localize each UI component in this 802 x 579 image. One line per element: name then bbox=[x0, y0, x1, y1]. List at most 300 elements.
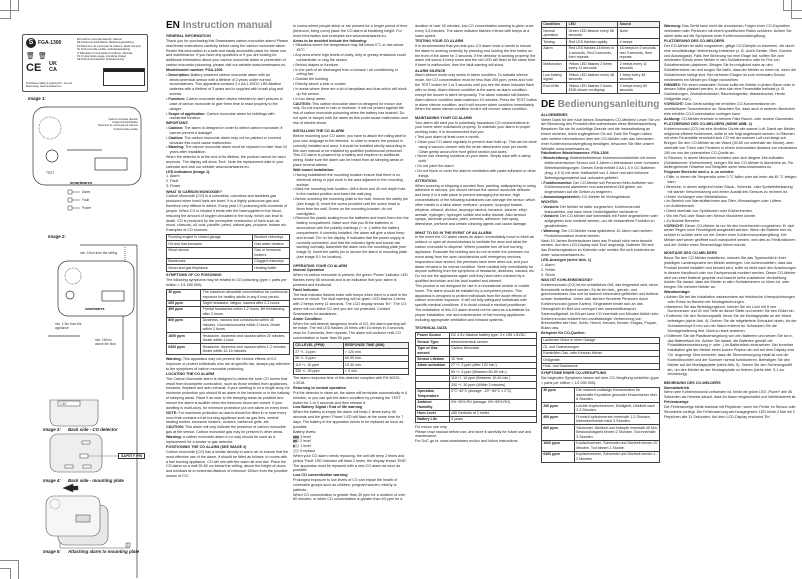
text: The fault indicator flashes twice with beeps when there is a fault in the sensor or circuit. The fault warning will be given: LED flashes 2 times with 2 beeps every 11 seconds. The LCD display shows 'Err'. The CO alarm will not detect CO and you are not protected. Contact Smartwares for assistance. bbox=[293, 292, 408, 316]
table-cell: Clogged chimneys bbox=[253, 258, 290, 264]
text: Please read manual before use, and store it carefully for future use and maintenance. bbox=[415, 429, 532, 439]
lead-label: VORSICHT: bbox=[664, 102, 684, 106]
paragraph bbox=[166, 184, 290, 189]
table-cell: > 120 min. bbox=[343, 349, 408, 355]
paragraph bbox=[664, 117, 798, 122]
section-heading: SYMPTOMS OF CO POISONING bbox=[166, 273, 222, 278]
table-cell: 27 +/- 3 ppm bbox=[294, 349, 344, 355]
table-row bbox=[542, 451, 660, 462]
text: Entfernen Sie die Plastikversiegelung von den Batterien und setzen Sie sie in das Batteriefach ein. Achten Sie darauf, die Batterien gemäß der Polaritätskennzeichnung (+ oder -) im Batteriefach einzusetzen. Bei korrekter Installation gibt der Melder einen kurzen Piepton ab und auf dem Display wird 'On' angezeigt. Dies bedeutet, dass die Stromversorgung intakt ist und die Kontrollleuchten und der Summer normal funktionieren. Befestigen Sie den Melder auf der Montageplatte (siehe Abb. 5). Setzen Sie den Sicherungsstift ein, um den Melder an der Montageplatte zu fixieren (siehe Abb. 5.1 zur Anordnung). bbox=[666, 333, 794, 377]
illustrations-column bbox=[0, 0, 165, 578]
paragraph bbox=[293, 410, 409, 429]
paragraph bbox=[541, 283, 660, 331]
bullet-item: • Funktionsweise: Der CO-Melder soll Personen beim Auftreten von Kohlenmonoxid alarmieren und ausreichend Zeit geben, um angemessen auf die Gefahr zu reagieren. bbox=[541, 180, 654, 195]
subheading: Fehleranzeige bbox=[664, 400, 689, 405]
bullet-item: • Behind drapes or furniture. bbox=[293, 62, 339, 67]
section-heading: LOCATING THE CO ALARM bbox=[166, 371, 215, 376]
section-title bbox=[541, 99, 660, 111]
text: ▮▯▯ 1 level bbox=[293, 444, 311, 449]
text: Your alarm will alert you to potentially hazardous CO concentrations in your home when maintained properly. To maintain your alarm in proper working order, it is recommended that you: bbox=[415, 120, 531, 135]
table-cell: Kopfschmerzen, Schwindel und Übelkeit binnen 20 Minuten. Tod binnen 1 Stunde. bbox=[575, 440, 660, 451]
table-cell: The maximum allowable concentration for continuous exposure for healthy adults in any 8 hour period. bbox=[202, 289, 288, 299]
lead-label: Caution: bbox=[168, 126, 184, 131]
device-text-line: Détecteur de monoxyde de carbone bbox=[98, 124, 138, 128]
paragraph bbox=[293, 391, 409, 406]
table-row bbox=[542, 72, 660, 83]
lead-label: Warning: bbox=[166, 356, 182, 361]
table-cell: Gas or kerosene heaters bbox=[253, 247, 290, 258]
text: duration of over 40 minutes, low CO concentration warning is given once every 3-5 minutes. The alarm indicator flashes 4 times with beeps at a lower speed. bbox=[415, 24, 534, 38]
table-cell: 1600 ppm bbox=[542, 440, 575, 451]
response-time-table bbox=[293, 342, 409, 375]
text: When your CO alarm needs replacing, the unit will beep 2 times and yellow 'Fault' LED indicator will flash 2 times, the display shows 'END'. The apparatus must be replaced with a new CO alarm as soon as possible. bbox=[293, 453, 408, 473]
lead-label: Caution: bbox=[168, 135, 184, 140]
section-heading: MONTAGE DES CO-MELDERS bbox=[664, 251, 717, 256]
section-heading: POSITIONING THE CO ALARM (SEE IMAGE 2) bbox=[166, 445, 247, 450]
label-language-line: PL Czujnik tlenku węgla. Instrukcja obsługi bbox=[77, 55, 126, 59]
text: Alarm silence mode only works in alarm condition. To activate silence mode, the CO concentration must be less than 200 ppm, press and hold the TEST button for 1 to 3 seconds until you see the alarm indicator flash with no beep. Alarm silence condition is the same as alarm condition except the buzzer is silent temporarily. The alarm indicator still flashes. Alarm silence condition lasts maximum 10 minutes. Press the TEST button in alarm silence condition, and it will recover alarm condition immediately. When the alarm silence condition ends it will recover alarm condition. bbox=[415, 73, 537, 112]
table-row bbox=[167, 289, 290, 300]
table-cell: 2 beeps every 60 seconds bbox=[618, 83, 660, 94]
section-heading: ALARM SILENCE bbox=[415, 68, 446, 73]
section-heading: TESTING YOUR CO ALARM bbox=[415, 39, 464, 44]
subheading: Wall mount installation: bbox=[293, 167, 335, 172]
text: In areas where there are a lot of lampblack and dust which will block up the sensor. bbox=[295, 86, 407, 96]
text: Having established the mounting location ensure that there is no electrical wiring or pipe work in the area adjacent to the mounting surface. bbox=[295, 172, 403, 187]
table-cell: Power Source bbox=[416, 332, 450, 338]
text: Im Außenbereich. bbox=[666, 204, 696, 209]
text: The following symptoms may be related to CO poisoning (ppm = parts per million = 1/1 000 000): bbox=[166, 277, 287, 287]
table-cell: Yellow LED flashes 2 times every 11 seconds bbox=[567, 61, 618, 72]
text: Fälle, in denen die Temperatur unter 0 °C fallen oder auf mehr als 45 °C steigen kann bbox=[666, 175, 797, 184]
text: 3. Strom bbox=[541, 272, 555, 277]
label-language-line: IT Rilevatore di monossido di carbonio. Manuale bbox=[77, 51, 133, 55]
label-language-line: FR Détecteur de monoxyde de carbone. Mode d'emploi bbox=[77, 44, 141, 48]
subheading: LED-Anzeigen (siehe Abb. 1) bbox=[541, 258, 592, 262]
table-cell: Yellow LED flashes 2 times, END shown on display bbox=[567, 83, 618, 94]
table-row bbox=[416, 388, 537, 399]
bullet-item: • Remove the plastic sealing from the batteries and insert them into the battery compartment. Make sure that you fit the batteries in accordance with the polarity markings (+ or -) within the battery compartment. If correctly installed, the alarm will give a short beep and shows 'On' on the display. It indicates that the power supply is normally connected, and that the indicator lights and buzzer are working normally. Assemble the alarm onto the mounting plate (see image 5). Insert the safety pin to secure the alarm to mounting plate (see image 5.1 for location). bbox=[293, 216, 409, 260]
lead-label: Vorsicht: bbox=[543, 204, 560, 209]
paragraph bbox=[166, 425, 290, 435]
subheading: Low Battery Signal / End of life warning bbox=[293, 405, 363, 410]
subheading: Fabrikation /Modellnummer: FGA-1306 bbox=[541, 151, 609, 156]
manual-title: Instruction manual bbox=[182, 20, 273, 31]
text: Das Gerät schlägt bei erhöhten CO-Konzentrationen im unmittelbaren Sensorbereich an. Beachten Sie, dass auch in anderen Bereichen eine erhöhte CO-Konzentration vorliegen kann. bbox=[664, 102, 796, 116]
lead-label: Function: bbox=[168, 96, 186, 101]
subheading: Returning to normal operation bbox=[293, 386, 347, 391]
image2-title: Image 2: bbox=[48, 234, 66, 239]
text: Put the detector in clean air, the alarm will terminate automatically in 6 minutes, or you can quit the alarm condition by pressing the TEST button for 1 to 3 seconds and then release it. bbox=[293, 390, 408, 405]
paragraph bbox=[415, 73, 537, 112]
en-column-2 bbox=[293, 24, 409, 502]
bullet-item: • Function: Carbon monoxide alarm device intended to alert persons in case of carbon monoxide to give them time to react properly to the danger. bbox=[166, 96, 283, 111]
table-row bbox=[167, 265, 290, 271]
table-cell: 30 ppm bbox=[167, 289, 201, 300]
bullet-item: • Never use cleaning solutions on your alarm. Simply wipe with a damp cloth. bbox=[415, 154, 531, 164]
table-cell: Headache, dizziness and nausea within 1-2 minutes. Death within 10-15 minutes. bbox=[201, 344, 290, 355]
section-heading: WHAT IS CARBON MONOXIDE? bbox=[166, 189, 222, 194]
bullet-item: • Mark the mounting hole location, drill a 6mm and 40 mm depth hole in the marked position and insert the wall plug. bbox=[293, 187, 406, 197]
table-cell: 1 beep every 48 seconds bbox=[618, 72, 660, 83]
paragraph bbox=[664, 44, 798, 83]
table-cell: 400 ppm bbox=[542, 414, 575, 425]
table-cell: Sound bbox=[618, 22, 660, 28]
text: Bereiche, in denen aufgrund hoher Staub-, Schmutz- oder Spritzfettbelastung mit starker Verschmutzung und einem Ausfall des Sensors zu rechnen ist. bbox=[666, 184, 793, 194]
table-cell: Öl- und Gasheizungen bbox=[542, 344, 660, 350]
subheading: IMPORTANT: bbox=[166, 121, 189, 126]
lead-label: Anwendungsbereich: bbox=[543, 195, 581, 200]
text: When the detector is at the end of its lifetime, the product cannot be used anymore. The display will show 'End'. Note the replacement date in your calendar and visit our website www.smartwares.eu. bbox=[166, 155, 286, 169]
text: Mark the mounting hole location, drill a 6mm and 40 mm depth hole in the marked position and insert the wall plug. bbox=[295, 187, 406, 197]
table-cell: 110 +/- 10 ppm (Between 10-40 min.) bbox=[449, 375, 536, 381]
subheading: ATTENTION: bbox=[415, 178, 438, 183]
lead-label: Warning: bbox=[168, 145, 185, 150]
text: When the unit detects dangerous levels of CO, the alarm warning will be made. The red LED flashes 15 times with 16 beeps in 4 seconds, rests for 3 seconds, then repeats. The alarm will continue until CO concentration is lower than 50 ppm. bbox=[293, 321, 406, 341]
table-cell: End of life bbox=[542, 83, 567, 94]
paragraph bbox=[293, 376, 409, 386]
table-cell: Gas water heaters bbox=[253, 241, 290, 247]
bullet-item: • Do not paint the alarm. bbox=[415, 164, 455, 169]
appliance-distance: min. 1.5m from the appliance bbox=[55, 322, 82, 330]
bullet-item: • Scope of application: Carbon monoxide alarm for buildings with residential function. bbox=[166, 111, 275, 121]
table-cell: DC 4.5V Alkaline battery type: 3 x LR6 1.5VDC bbox=[449, 332, 536, 338]
table-row bbox=[416, 416, 537, 422]
safety-pin-label: SAFETY PIN bbox=[118, 453, 145, 459]
lead-label: Description: bbox=[168, 72, 190, 77]
text: Directly above a sink or cooker. bbox=[295, 82, 347, 87]
smartwares-logo-icon: S bbox=[26, 38, 36, 48]
en-column-3 bbox=[415, 24, 537, 444]
device-text-line: Koolmonoxide-melder bbox=[113, 127, 138, 131]
paragraph bbox=[415, 430, 537, 440]
text: When no carbon monoxide is present, the green 'Power' indicator LED flashes every 56 seconds and is an indication that your alarm is powered and functional. bbox=[293, 273, 408, 287]
text: Thank you for purchasing this Smartwares carbon monoxide alarm! Please read these instructions carefully before using the carbon monoxide alarm. Retain this information in a safe and easily accessible place for future use and maintenance. If you have any questions or if you are looking for additional information about your carbon monoxide alarm or prevention of carbon monoxide poisoning, please visit our website www.smartwares.eu. bbox=[166, 38, 288, 68]
text: The carbon monoxide alarm may not be painted or covered because this could cause malfunction. bbox=[169, 135, 281, 145]
text: Behind drapes or furniture. bbox=[295, 62, 339, 67]
paragraph bbox=[166, 377, 290, 411]
text: Situations where the temperature may fall below 0°C or rise above 45°C bbox=[295, 43, 404, 53]
table-row bbox=[542, 45, 660, 61]
de-symptoms-table bbox=[541, 387, 660, 463]
table-cell: Wood stoves bbox=[167, 247, 253, 258]
section-heading: PLATZIERUNG DES CO-MELDERS (SIEHE ABB. 2) bbox=[664, 121, 752, 126]
image4-title: Image 4: bbox=[43, 478, 61, 483]
table-cell: Low battery signal bbox=[542, 72, 567, 83]
lead-label: Scope of application: bbox=[168, 111, 206, 116]
table-row bbox=[542, 403, 660, 414]
subheading: Model/model number: FGA-1306 bbox=[166, 67, 223, 72]
battery-label: 1.5V bbox=[60, 402, 67, 406]
text: Achten Sie bei der Installation insbesondere auf elektrische Unterputzleitungen oder Rohre im Bereich der Montagebohrungen. bbox=[666, 294, 795, 304]
text: Outside the building. bbox=[295, 77, 329, 82]
table-cell: RESPONSE TIME (MIN) bbox=[343, 343, 408, 349]
legend-fault: Fault bbox=[82, 198, 90, 202]
paragraph bbox=[664, 83, 798, 102]
bullet-item: • Vorsicht: Der CO-Melder darf keinesfalls mit Farbe angestrichen oder aufgegeben bzw. bedeckt werden, um die einwandfreie Funktion zu gewährleisten. bbox=[541, 214, 658, 229]
bullet-item: • In the path of air discharged from a furnace / air conditioning or ceiling fan. bbox=[293, 67, 399, 77]
paragraph bbox=[664, 127, 798, 156]
paragraph bbox=[166, 450, 290, 479]
text: Für einen maximalen Schutz sollte ein Melder in jedem Raum oder in dessen Nähe platziert werden, in dem sich eine Feuerstätte befindet (z. B. Gasheizungen, Zentralheizkessel, Raumheizgeräte, Wasserkocher, Herde, Grillgeräte usw.). bbox=[664, 82, 795, 102]
paragraph bbox=[664, 24, 798, 39]
subheading: Areas to be avoided include the following: bbox=[293, 38, 367, 43]
bullet-item: • Caution: The alarm is designed in order to detect carbon monoxide; it cannot prevent a leakage! bbox=[166, 126, 283, 135]
text: Clean your CO alarm regularly to prevent dust build up. This can be done using a vacuum cleaner with the brush attachment once per month. Clean gently around the front grilled section and sides. bbox=[417, 139, 537, 154]
text: 2. Fault bbox=[166, 179, 179, 184]
paragraph bbox=[415, 121, 537, 136]
text: Carbon Monoxide (CO) is a colourless, odourless and tasteless gas produced when fossil fuels are burnt. It is a highly poisonous gas and therefore very difficult to detect. Every year CO poisoning kills hundreds of people. When CO is inhaled it binds with the haemoglobin in the blood, reducing the amount of oxygen circulated in the body, which can lead to death. CO is produced by the incomplete combustion of fuels such as wood, charcoal, oil, coal, paraffin, petrol, natural gas, propane, butane etc. Examples of CO sources: bbox=[166, 194, 288, 233]
bullet-item: • Having established the mounting location ensure that there is no electrical wiring or pipe work in the area adjacent to the mounting surface. bbox=[293, 172, 403, 187]
language-code: EN bbox=[166, 20, 180, 31]
paragraph bbox=[166, 411, 290, 426]
table-cell: Green LED flashes every 56 seconds bbox=[567, 28, 618, 39]
table-cell: Red LED flashes 15 times in 4 seconds, Red 3 seconds, then repeats bbox=[567, 45, 618, 61]
table-row bbox=[542, 83, 660, 94]
table-row bbox=[416, 345, 537, 356]
table-cell: 10-40 min. bbox=[343, 362, 408, 368]
text: Wo viel Ruß oder Staub den Sensor blockieren könnte. bbox=[666, 213, 757, 218]
bullet-item: • Clean your CO alarm regularly to prevent dust build up. This can be done using a vacuum cleaner with the brush attachment once per month. Clean gently around the front grilled section and sides. bbox=[415, 139, 537, 154]
manual-title: Bedienungsanleitung bbox=[557, 98, 660, 110]
section-heading: PLATZIERUNG DES CO-MELDERS bbox=[664, 39, 725, 44]
table-cell: Battery Life bbox=[416, 416, 450, 422]
table-row bbox=[294, 368, 409, 374]
bullet-item: • Warnung: Der CO-Melder muss spätestens 10 Jahre nach seinem Produktionsdatum ersetzt werden. bbox=[541, 228, 653, 238]
table-cell: Kaminöfen Gas- oder Kerosin-Heizer bbox=[542, 350, 660, 356]
bullet-item: • Entfernen Sie den Sicherungsstift, bevor Sie die Montageplatte an der Wand befestigen (siehe Abb. 4). Drehen Sie die mitgelieferte Schraube hinein, bis der Schraubenkopf 6 mm von der Wand entfernt ist. Schrauben Sie die Montagehalterung fest. Nicht zu stark anziehen. bbox=[664, 314, 797, 333]
text: ▮▮▯ 2 level bbox=[293, 439, 311, 444]
text: Bevor Sie den CO-Melder installieren, müssen Sie das Typenschild in Ihrer jeweiligen Landessprache am Melder anbringen. Um sicherzustellen, dass das Produkt korrekt installiert und benutzt wird, sollte es strikt nach den Anweisungen in diesem Handbuch oder von Fachpersonal montiert werden. Dieser CO-Melder wird von einer Batterie gespeist und braucht keine zusätzliche Verdrahtung. Achten Sie darauf, dass der Melder in allen Schlafzimmern zu hören ist, oder bringen Sie mehrere Melder an. bbox=[664, 256, 797, 290]
table-row bbox=[167, 333, 290, 344]
paragraph bbox=[293, 293, 409, 317]
table-cell: Red LED flashes rapidly bbox=[567, 39, 618, 45]
bullet-item: • Warning: The carbon monoxide alarm must be replaced no later than 10 years after installation. bbox=[166, 145, 288, 155]
text: This product is not designed for use in a recreational vehicle or mobile home. The alarm should be installed by a competent person. This apparatus is designed to protect individuals from the acute effects of carbon monoxide exposure. It will not fully safeguard individuals with specific medical conditions. If in doubt consult a medical practitioner. bbox=[415, 283, 530, 308]
text: The alarm is designed in order to detect carbon monoxide; it cannot prevent a leakage! bbox=[169, 126, 283, 135]
text: Der CO-Melder soll Personen beim Auftreten von Kohlenmonoxid alarmieren und ausreichend Zeit geben, um angemessen auf die Gefahr zu reagieren. bbox=[544, 180, 654, 195]
table-cell: 6400 ppm bbox=[542, 451, 575, 462]
de-column-1 bbox=[541, 20, 660, 464]
text: In rooms where people sleep or are present for a longer period of time (bedroom, living room) place the CO alarm at breathing height. For more information and examples see www.smartwares.eu. bbox=[293, 24, 408, 38]
text: It is recommended that you test your CO alarm once a month to ensure the alarm is working correctly by pressing and holding the test button on the front of the alarm for 2 seconds. If the detector is working properly, the alarm will sound 4 beep tones and the red LED will flash at the same time. If there is malfunction, then the fault warning will show. bbox=[415, 43, 536, 68]
legend-alarm: Alarm bbox=[82, 190, 91, 194]
co-sources-table bbox=[166, 234, 290, 271]
led-legend bbox=[68, 190, 80, 210]
table-cell: 200 ppm bbox=[167, 300, 201, 306]
table-cell: 27 +/- 3 ppm (after 120 min.) bbox=[449, 363, 536, 369]
text: Die Fehleranzeige blinkt zweimal mit Pieptönen, wenn ein Fehler im Sensor oder Stromkreis vorliegt. Die Fehlerwarnung wird ausgegeben: LED blinkt 2 Mal mit 2 Pieptönen alle 11 Sekunden. Auf dem LCD-Display erscheint 'Err'. bbox=[664, 404, 796, 419]
text: When scouring or stripping a wooden floor, painting, wallpapering or using adhesive or aerosol, you should remove the carbon monoxide detector and keep it in a safe place to prevent damaging the sensor. High concentrations of the following substances can damage the sensor, which often results in a false alarm: methane, propane, isopropyl butane, ethylene, ethanol, alcohol, isopropyl alcohol, benzene, toluene, ethyl acetate, hydrogen, hydrogen sulfide and sulfur dioxide. Also aerosol sprays, alcoholic products, paint, solvents, adhesive, hair spray, aftershave, perfume and certain cleaning agents can cause damage. bbox=[415, 183, 536, 227]
paragraph bbox=[415, 24, 537, 39]
crop-mark bbox=[791, 0, 802, 19]
image1-title: Image 1: bbox=[28, 96, 46, 101]
bullet-item: • Description: Battery powered carbon monoxide alarm with an electrochemical sensor with a lifetime of 3 years under normal circumstances. This apparatus contains 3 x AA 1.5VDC LR6 Alkaline batteries with a lifetime of 3 years and is supplied with a wall plug and screws. bbox=[166, 72, 284, 97]
table-cell: Barbecues bbox=[167, 258, 253, 264]
table-row bbox=[167, 306, 290, 317]
table-cell: 330 +/- 30 ppm bbox=[294, 368, 344, 374]
text: CO-Melder für Wohngebäude. bbox=[581, 195, 632, 200]
subheading: Normal Operation bbox=[293, 268, 325, 273]
table-cell: Dizziness, nausea and convulsions within 45 minutes. Unconsciousness within 2 hours. Death within 3 hours. bbox=[201, 317, 290, 333]
table-cell: 55 +/- 5 ppm bbox=[294, 355, 344, 361]
label-language-line: DE Kohlenmonoxid-Melder. Bedienungsanleitung bbox=[77, 41, 134, 45]
table-cell: Testing bbox=[542, 39, 567, 45]
image5-title: Image 5: bbox=[43, 549, 61, 554]
de-column-2 bbox=[664, 24, 798, 420]
table-cell: 16 beeps in 4 seconds, rest 3 seconds, then repeats bbox=[618, 45, 660, 61]
model-number: FGA-1306 bbox=[38, 40, 62, 46]
table-cell: Slight headache, fatigue, nausea after 2-3 hours. bbox=[201, 300, 290, 306]
table-cell: 200 ppm bbox=[542, 403, 575, 414]
ceiling-distance: min. 15cm from the ceiling bbox=[80, 251, 118, 255]
text: Battery powered carbon monoxide alarm with an electrochemical sensor with a lifetime of 3 years under normal circumstances. This apparatus contains 3 x AA 1.5VDC LR6 Alkaline batteries with a lifetime of 3 years and is supplied with a wall plug and screws. bbox=[169, 72, 284, 97]
text: Markieren Sie das Befestigungsloch, bohren Sie ein Loch mit 6 mm Durchmesser und 40 mm Tiefe an dieser Stelle und setzen Sie den Dübel ein. bbox=[666, 304, 795, 314]
text: Hinter Vorhängen oder Möbelstücken. bbox=[666, 194, 729, 199]
table-cell: Malfunction bbox=[542, 61, 567, 72]
section-heading: TECHNICAL DATA bbox=[415, 326, 447, 331]
floor-distance: min. 150cm above the floor bbox=[95, 338, 117, 346]
condition-table bbox=[541, 21, 660, 94]
text: In the path of air discharged from a furnace / air conditioning or ceiling fan. bbox=[295, 67, 399, 77]
table-cell: 330 +/- 30 ppm (Within 3 minutes) bbox=[449, 382, 536, 388]
device-text-line: Kohlenmonoxid-Melder bbox=[112, 121, 138, 125]
paragraph bbox=[415, 284, 537, 308]
callout-number: 1 bbox=[127, 543, 129, 547]
text: For indoor use only. bbox=[415, 424, 448, 429]
lead-label: Warning: bbox=[166, 434, 182, 439]
text: Kohlenmonoxid (CO) ist ein schädliches Gift, das freigesetzt wird, wenn Brennstoffe verbrannt werden. Es ist ein farb-, geruch- und geschmackloses Gas und ist dadurch besonders gefährlich und äußerst schwer feststellbar. Jedes Jahr sterben Hunderte Personen durch Kohlenmonoxid (grüne Karten). Eingeatmet bindet sich an das Hämoglobin im Blut und verringert den sauerstofftransport. Sauerstoffgehalt. Im Körper kann CO innerhalb von Minuten tödlich sein. Kohlenmonoxid entsteht bei unvollständiger Verbrennung von Brennstoffen wie Holz, Kohle, Heizöl, Kerosin, Benzin, Erdgas, Propan, Butan usw. bbox=[541, 282, 660, 331]
bullet-item: • Do not block or cover the alarm's ventilation with paste adhesive or other things. bbox=[415, 168, 536, 178]
paragraph bbox=[541, 118, 660, 152]
text: Der Melder ist dafür vorgesehen, Kohlenmonoxid festzustellen, und kann keine Undichtigkeiten verhindern! bbox=[544, 204, 641, 214]
table-row bbox=[542, 28, 660, 39]
table-cell: Oil and Gas furnaces bbox=[167, 241, 253, 247]
lead-label: Achtung: bbox=[664, 116, 681, 121]
paragraph bbox=[664, 102, 798, 117]
paragraph bbox=[293, 134, 409, 168]
table-cell: Leichte Kopfschmerzen, Müdigkeit, Übelkeit nach 2-3 Stunden. bbox=[575, 403, 660, 414]
table-cell: 800 ppm bbox=[167, 317, 201, 333]
label-language-line: SE Kolmonoxid-detektor. Bruksanvisning bbox=[77, 58, 124, 62]
image5-caption: Attaching alarm to mounting plate bbox=[68, 549, 140, 554]
bullet-item: • Directly above a sink or cooker. bbox=[293, 82, 347, 87]
paragraph bbox=[293, 273, 409, 288]
text: 3. Power bbox=[166, 184, 181, 189]
subheading: WICHTIG: bbox=[541, 199, 559, 204]
section-heading: WHAT TO DO IN THE EVENT OF AN ALARM bbox=[415, 230, 492, 235]
table-cell: Heating boiler bbox=[253, 265, 290, 271]
bullet-item: • Vorsicht: Der Melder ist dafür vorgesehen, Kohlenmonoxid festzustellen, und kann keine Undichtigkeiten verhindern! bbox=[541, 204, 641, 214]
text: In too damp areas. bbox=[295, 96, 327, 101]
table-cell: Holz- und Gaskamine bbox=[542, 363, 660, 369]
section-heading: INSTALLING THE CO ALARM bbox=[293, 129, 345, 134]
table-cell: Die maximal zulässige Konzentration für dauerhafte Exposition gesunder Erwachsener über 8 Stunden. bbox=[575, 387, 660, 403]
text: Do not block or cover the alarm's ventilation with paste adhesive or other things. bbox=[417, 168, 536, 178]
table-cell: Schwindel, Übelkeit und Krämpfe innerhalb 45 Min. Bewusstlosigkeit binnen 2 Stunden. Tod innerhalb 3 Stunden. bbox=[576, 425, 658, 439]
text: Die folgenden Symptome lassen auf eine CO-Vergiftung schließen (ppm = parts per million = 1/1 000 000): bbox=[541, 376, 659, 386]
weee-bin-icon: 🗑 bbox=[26, 53, 35, 60]
bullet-item: • Achten Sie bei der Installation insbesondere auf elektrische Unterputzleitungen oder Rohre im Bereich der Montagebohrungen. bbox=[664, 294, 795, 304]
text: CO-Melder ersetzen in keinem Falle Rauch- oder andere Gasmelder. bbox=[681, 116, 794, 121]
text: Prolonged exposure to low levels of CO can impair the health of vulnerable groups such as children, pregnant women, elderly or patients. bbox=[293, 478, 398, 492]
table-cell: CO-LEVEL (PPM) bbox=[294, 343, 344, 349]
de-sources-table bbox=[541, 337, 660, 370]
table-cell: Alarm bbox=[542, 45, 567, 61]
subheading: Low CO concentration warning bbox=[293, 473, 348, 478]
text: This apparatus may not prevent the chronic effects of CO exposure or protect individuals who are at specific risk, always pay attention to the symptoms of carbon monoxide poisoning. bbox=[166, 356, 290, 371]
table-row bbox=[167, 317, 290, 333]
bullet-item: • Entfernen Sie die Plastikversiegelung von den Batterien und setzen Sie sie in das Batteriefach ein. Achten Sie darauf, die Batterien gemäß der Polaritätskennzeichnung (+ oder -) im Batteriefach einzusetzen. Bei korrekter Installation gibt der Melder einen kurzen Piepton ab und auf dem Display wird 'On' angezeigt. Dies bedeutet, dass die Stromversorgung intakt ist und die Kontrollleuchten und der Summer normal funktionieren. Befestigen Sie den Melder auf der Montageplatte (siehe Abb. 5). Setzen Sie den Sicherungsstift ein, um den Melder an der Montageplatte zu fixieren (siehe Abb. 5.1 zur Anordnung). bbox=[664, 333, 794, 377]
paragraph bbox=[166, 278, 290, 288]
text: Before mounting your CO alarm, you have to attach the rating label in your own language to the detector. In order to ensure the product is correctly installed and used, it should be installed strictly according to this user manual or be installed by qualified professional personnel. This CO alarm is powered by a battery and requires no additional wiring. Make sure the alarm can be heard from all sleeping areas or place several alarms. bbox=[293, 134, 407, 168]
paragraph bbox=[664, 405, 798, 420]
text: Dieser CO-Melder ist nur für den Innenbereich vorgesehen. Er darf weder Regen noch Feuchtigkeit ausgesetzt werden. Wenn die Batterie leer ist, schützt er schützt mehr vor der Gefahr einer Kohlenmonoxidvergiftung. Der Melder darf weder geöffnet noch manipuliert werden, weil dies zu Fehlfunktionen und der Gefahr eines Stromschlags führen könnte. bbox=[664, 223, 796, 247]
table-cell: 110 +/- 10 ppm bbox=[294, 362, 344, 368]
paragraph bbox=[293, 24, 409, 39]
label-language-line: NL Koolmonoxide-melder. Gebruiksaanwijzing bbox=[77, 48, 130, 52]
table-cell: Frontal headaches within 1-2 hours, life threatening after 3 hours. bbox=[201, 306, 290, 317]
table-cell: 400 ppm bbox=[167, 306, 201, 317]
image4-caption: Back side - mounting plate bbox=[68, 478, 124, 483]
bullet-item: • Im Bereich von Warmluftströmen aus Öfen, Klimaanlagen oder Lüftern. bbox=[664, 199, 783, 204]
brand-name: smartwares bbox=[85, 307, 105, 311]
paragraph bbox=[166, 435, 290, 445]
text: The carbon monoxide alarm must be replaced no later than 10 years after installation. bbox=[169, 145, 288, 155]
table-cell: 0°C~40°C (storage: -20°~60°C ± 2°C) bbox=[449, 388, 536, 399]
brand-name: smartwares bbox=[70, 180, 93, 185]
bullet-item: • Caution: The carbon monoxide alarm may not be painted or covered because this could cause malfunction. bbox=[166, 135, 281, 145]
label-footer: Smartwares Safety & Lighting B.V., Jan van Beierenweg, www.smartwares.eu bbox=[26, 82, 73, 88]
subheading: LED indicators (image 1): bbox=[166, 169, 211, 174]
paragraph bbox=[166, 357, 290, 372]
bullet-item: • Before screwing the mounting plate to the wall, remove the safety pin (see image 4). Insert the screw provided until the screw head is 6mm from the wall. Screw on the mounting bracket, do not overtighten. bbox=[293, 197, 409, 216]
table-cell: Wood and gas fireplaces bbox=[167, 265, 253, 271]
table-cell: Horn Level bbox=[416, 410, 450, 416]
back-side-mounting-plate bbox=[50, 434, 118, 472]
text: When CO concentration is greater than 30 ppm for a duration of over 60 minutes, or when CO concentration is greater than 40 ppm for a bbox=[293, 492, 406, 502]
table-cell: ≥85 Decibels at 3 meter bbox=[449, 410, 536, 416]
text: 1. Alarm bbox=[166, 174, 180, 179]
text: Remove the plastic sealing from the batteries and insert them into the battery compartment. Make sure that you fit the batteries in accordance with the polarity markings (+ or -) within the battery compartment. If correctly installed, the alarm will give a short beep and shows 'On' on the display. It indicates that the power supply is normally connected, and that the indicator lights and buzzer are working normally. Assemble the alarm onto the mounting plate (see image 5). Insert the safety pin to secure the alarm to mounting plate (see image 5.1 for location). bbox=[295, 216, 409, 260]
text: The Carbon Monoxide alarm is designed to detect the toxic CO fumes that result from incomplete combustion, such as those emitted from appliances, furnaces, fireplace and auto exhaust. If your dwelling is on a single story, for minimum protection you should fit an alarm in the bedroom or in the hallway of sleeping areas. Place it as near to the sleeping areas as possible and ensure the alarm is audible when the bedroom doors are closed. If your dwelling is multi-story, for minimum protection put one alarm on every level. bbox=[166, 376, 290, 410]
text: Im Bereich von Warmluftströmen aus Öfen, Klimaanlagen oder Lüftern. bbox=[666, 199, 783, 204]
text: ▮▮▮ 3 level bbox=[293, 434, 311, 439]
subheading: Wandmontage: bbox=[664, 290, 691, 295]
table-cell: 10 Year bbox=[449, 356, 536, 362]
paragraph bbox=[541, 273, 660, 278]
section-heading: GENERAL INFORMATION bbox=[166, 34, 211, 38]
text: Vielen Dank für den Kauf dieses Smartwares CO-Melders! Lesen Sie vor der Benutzung des Produkts bitte aufmerksam diese Betriebsanleitung. Bewahren Sie sie für zukünftige Zwecke und die Instandhaltung an einem sicheren, leicht zugänglichen Ort auf. Falls Sie Fragen haben oder weitere Informationen über den CO-Melder oder das Vermeiden einer Kohlenmonoxidvergiftung benötigen, besuchen Sie bitte unsere Website: www.smartwares.eu. bbox=[541, 117, 660, 151]
table-cell: 3 years bbox=[449, 416, 536, 422]
table-cell: Running engine in closed garage bbox=[167, 235, 253, 241]
table-row bbox=[416, 399, 537, 410]
table-row bbox=[542, 363, 660, 369]
bullet-item: • Beschreibung: Batteriebetriebener Kohlenmonoxidmelder mit einem elektrochemischen Sensor und 3 Jahren Lebensdauer unter normalen Betriebsbedingungen. Dieses Gerät enthält 3 AA 1.5 V DC Batterien (insg. 4,5 V) mit einer Haltbarkeit von 3 Jahre und wird inklusive Befestigungsmaterial und -schraube geliefert. bbox=[541, 156, 659, 180]
section-heading: WAS IST KOHLENMONOXID? bbox=[541, 277, 593, 282]
device-front-text bbox=[88, 118, 138, 131]
text: When the battery is empty the alarm will beep 1 times every 48 seconds and the green 'Power' LED will flash at the same time for 7 days. The battery in the apparatus needs to be replaced as soon as possible. bbox=[293, 410, 404, 429]
paragraph bbox=[664, 390, 798, 400]
section-heading: BEDIENUNG DES CO-MELDERS bbox=[664, 380, 721, 385]
table-cell: Type of Gas sensed bbox=[416, 345, 450, 356]
bullet-item: • Bereiche, in denen aufgrund hoher Staub-, Schmutz- oder Spritzfettbelastung mit starker Verschmutzung und einem Ausfall des Sensors zu rechnen ist. bbox=[664, 184, 793, 194]
text: Carbon monoxide alarm device intended to alert persons in case of carbon monoxide to give them time to react properly to the danger. bbox=[169, 96, 283, 111]
en-column-1 bbox=[166, 20, 290, 479]
language-code: DE bbox=[541, 98, 555, 110]
paragraph bbox=[415, 308, 537, 323]
bullet-item: • Wo viel Ruß oder Staub den Sensor blockieren könnte. bbox=[664, 213, 757, 218]
